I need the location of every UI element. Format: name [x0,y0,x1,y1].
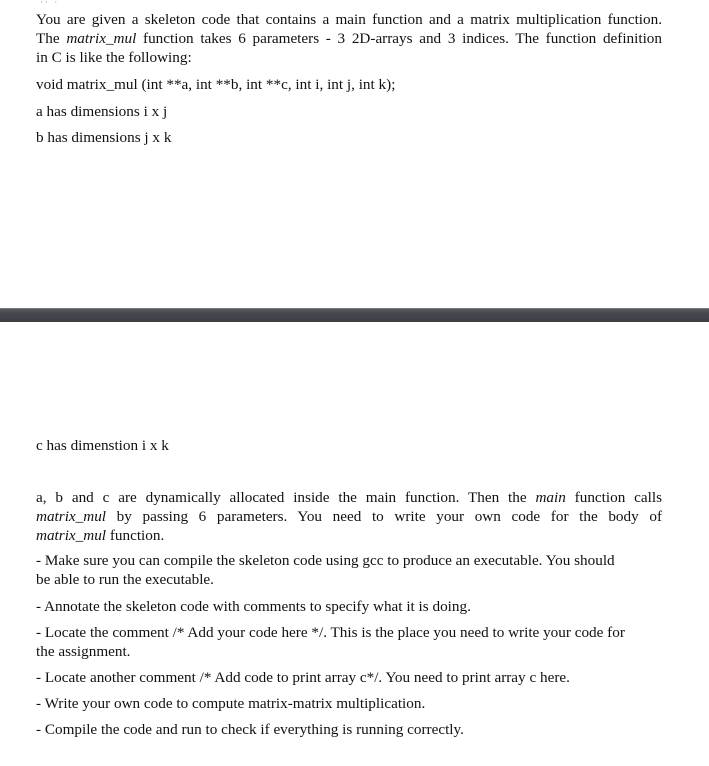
dimension-a: a has dimensions i x j [36,103,168,120]
step-write-code: - Write your own code to compute matrix-matrix multiplication. [36,695,426,712]
intro-line-1: You are given a skeleton code that contains a main function and a matrix multiplication function. [36,11,662,28]
function-name-main: main [535,489,566,506]
document-page-top [0,0,709,308]
document-page-bottom [0,322,709,766]
dimension-b: b has dimensions j x k [36,129,172,146]
function-name-matrix-mul: matrix_mul [66,30,137,47]
allocation-line-3: matrix_mul function. [36,527,165,544]
intro-paragraph [36,10,662,67]
function-name-matrix-mul: matrix_mul [36,508,107,525]
intro-line-3: in C is like the following: [36,49,192,66]
intro-line-2: The matrix_mul function takes 6 parameters - 3 2D-arrays and 3 indices. The function definition [36,30,662,47]
step-annotate: - Annotate the skeleton code with comments to specify what it is doing. [36,598,471,615]
page-gap-separator [0,308,709,322]
clipped-text-fragment: ·· · [40,0,60,7]
allocation-line-2: matrix_mul by passing 6 parameters. You need to write your own code for the body of [36,508,662,525]
function-name-matrix-mul: matrix_mul [36,527,107,544]
step-compile: - Make sure you can compile the skeleton code using gcc to produce an executable. You should be able to run the executable. [36,552,615,588]
step-locate-add-code: - Locate the comment /* Add your code here */. This is the place you need to write your code for the assignment. [36,624,625,660]
step-locate-print: - Locate another comment /* Add code to print array c*/. You need to print array c here. [36,669,570,686]
allocation-paragraph [36,488,662,545]
dimension-c: c has dimenstion i x k [36,437,169,454]
function-signature: void matrix_mul (int **a, int **b, int **c, int i, int j, int k); [36,76,396,93]
step-compile-run: - Compile the code and run to check if everything is running correctly. [36,721,464,738]
allocation-line-1: a, b and c are dynamically allocated inside the main function. Then the main function calls [36,489,662,506]
